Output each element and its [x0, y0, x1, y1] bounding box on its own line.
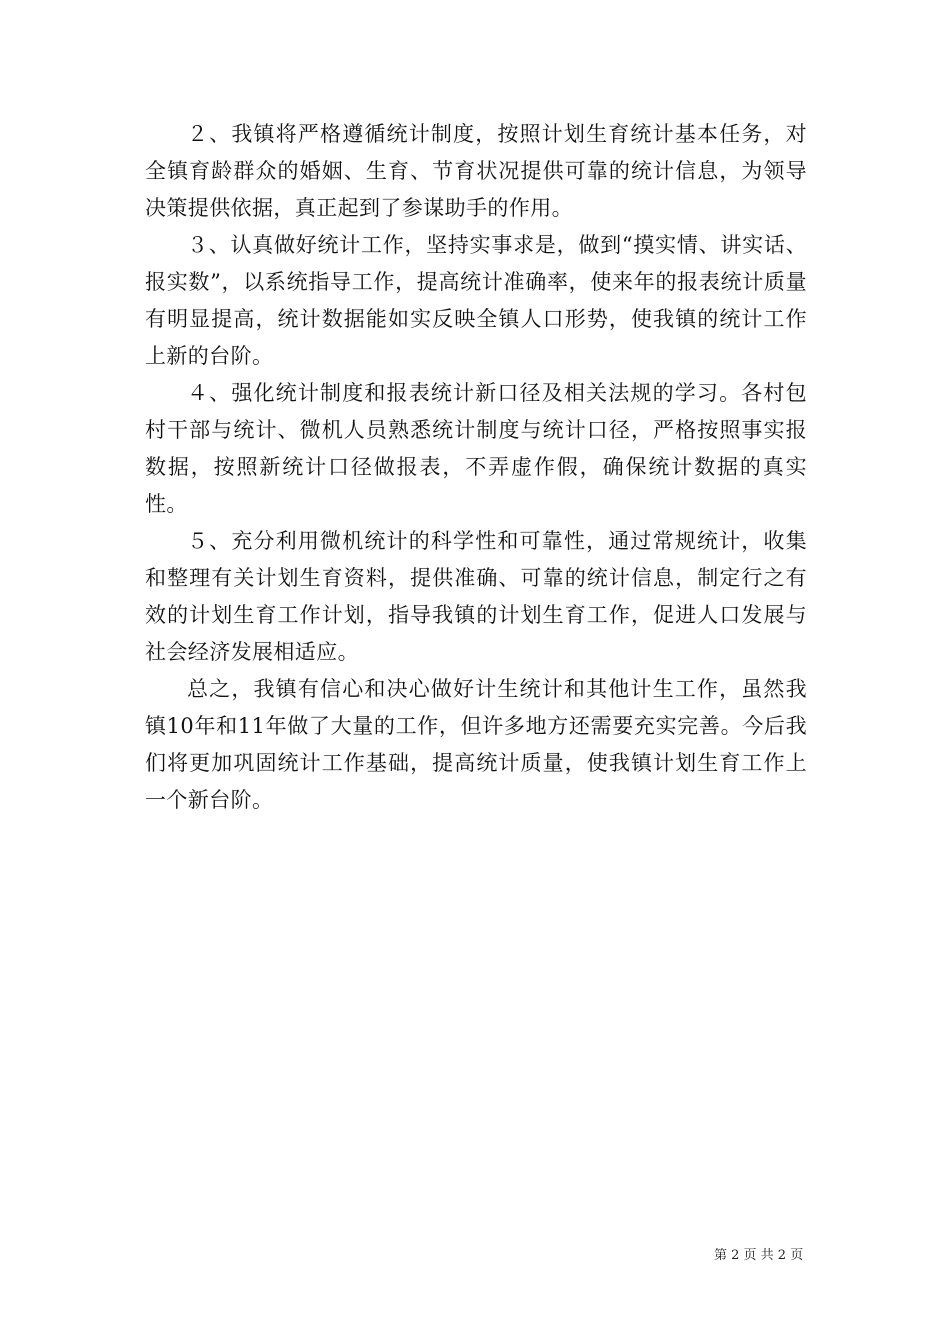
document-body [145, 116, 807, 819]
page-number-footer: 第 2 页 共 2 页 [714, 1248, 804, 1263]
paragraph-item-4: ４、强化统计制度和报表统计新口径及相关法规的学习。各村包村干部与统计、微机人员熟悉统计制度与统计口径，严格按照事实报数据，按照新统计口径做报表，不弄虚作假，确保统计数据的真实性。 [145, 381, 807, 516]
paragraph-item-2: ２、我镇将严格遵循统计制度，按照计划生育统计基本任务，对全镇育龄群众的婚姻、生育、节育状况提供可靠的统计信息，为领导决策提供依据，真正起到了参谋助手的作用。 [145, 122, 807, 220]
paragraph-item-3: ３、认真做好统计工作，坚持实事求是，做到“摸实情、讲实话、报实数”，以系统指导工作，提高统计准确率，使来年的报表统计质量有明显提高，统计数据能如实反映全镇人口形势，使我镇的统计工作上新的台阶。 [145, 233, 807, 368]
paragraph-summary: 总之，我镇有信心和决心做好计生统计和其他计生工作，虽然我镇10年和11年做了大量的工作，但许多地方还需要充实完善。今后我们将更加巩固统计工作基础，提高统计质量，使我镇计划生育工作上一个新台阶。 [145, 677, 807, 812]
paragraph-item-5: ５、充分利用微机统计的科学性和可靠性，通过常规统计，收集和整理有关计划生育资料，提供准确、可靠的统计信息，制定行之有效的计划生育工作计划，指导我镇的计划生育工作，促进人口发展与社会经济发展相适应。 [145, 529, 807, 664]
